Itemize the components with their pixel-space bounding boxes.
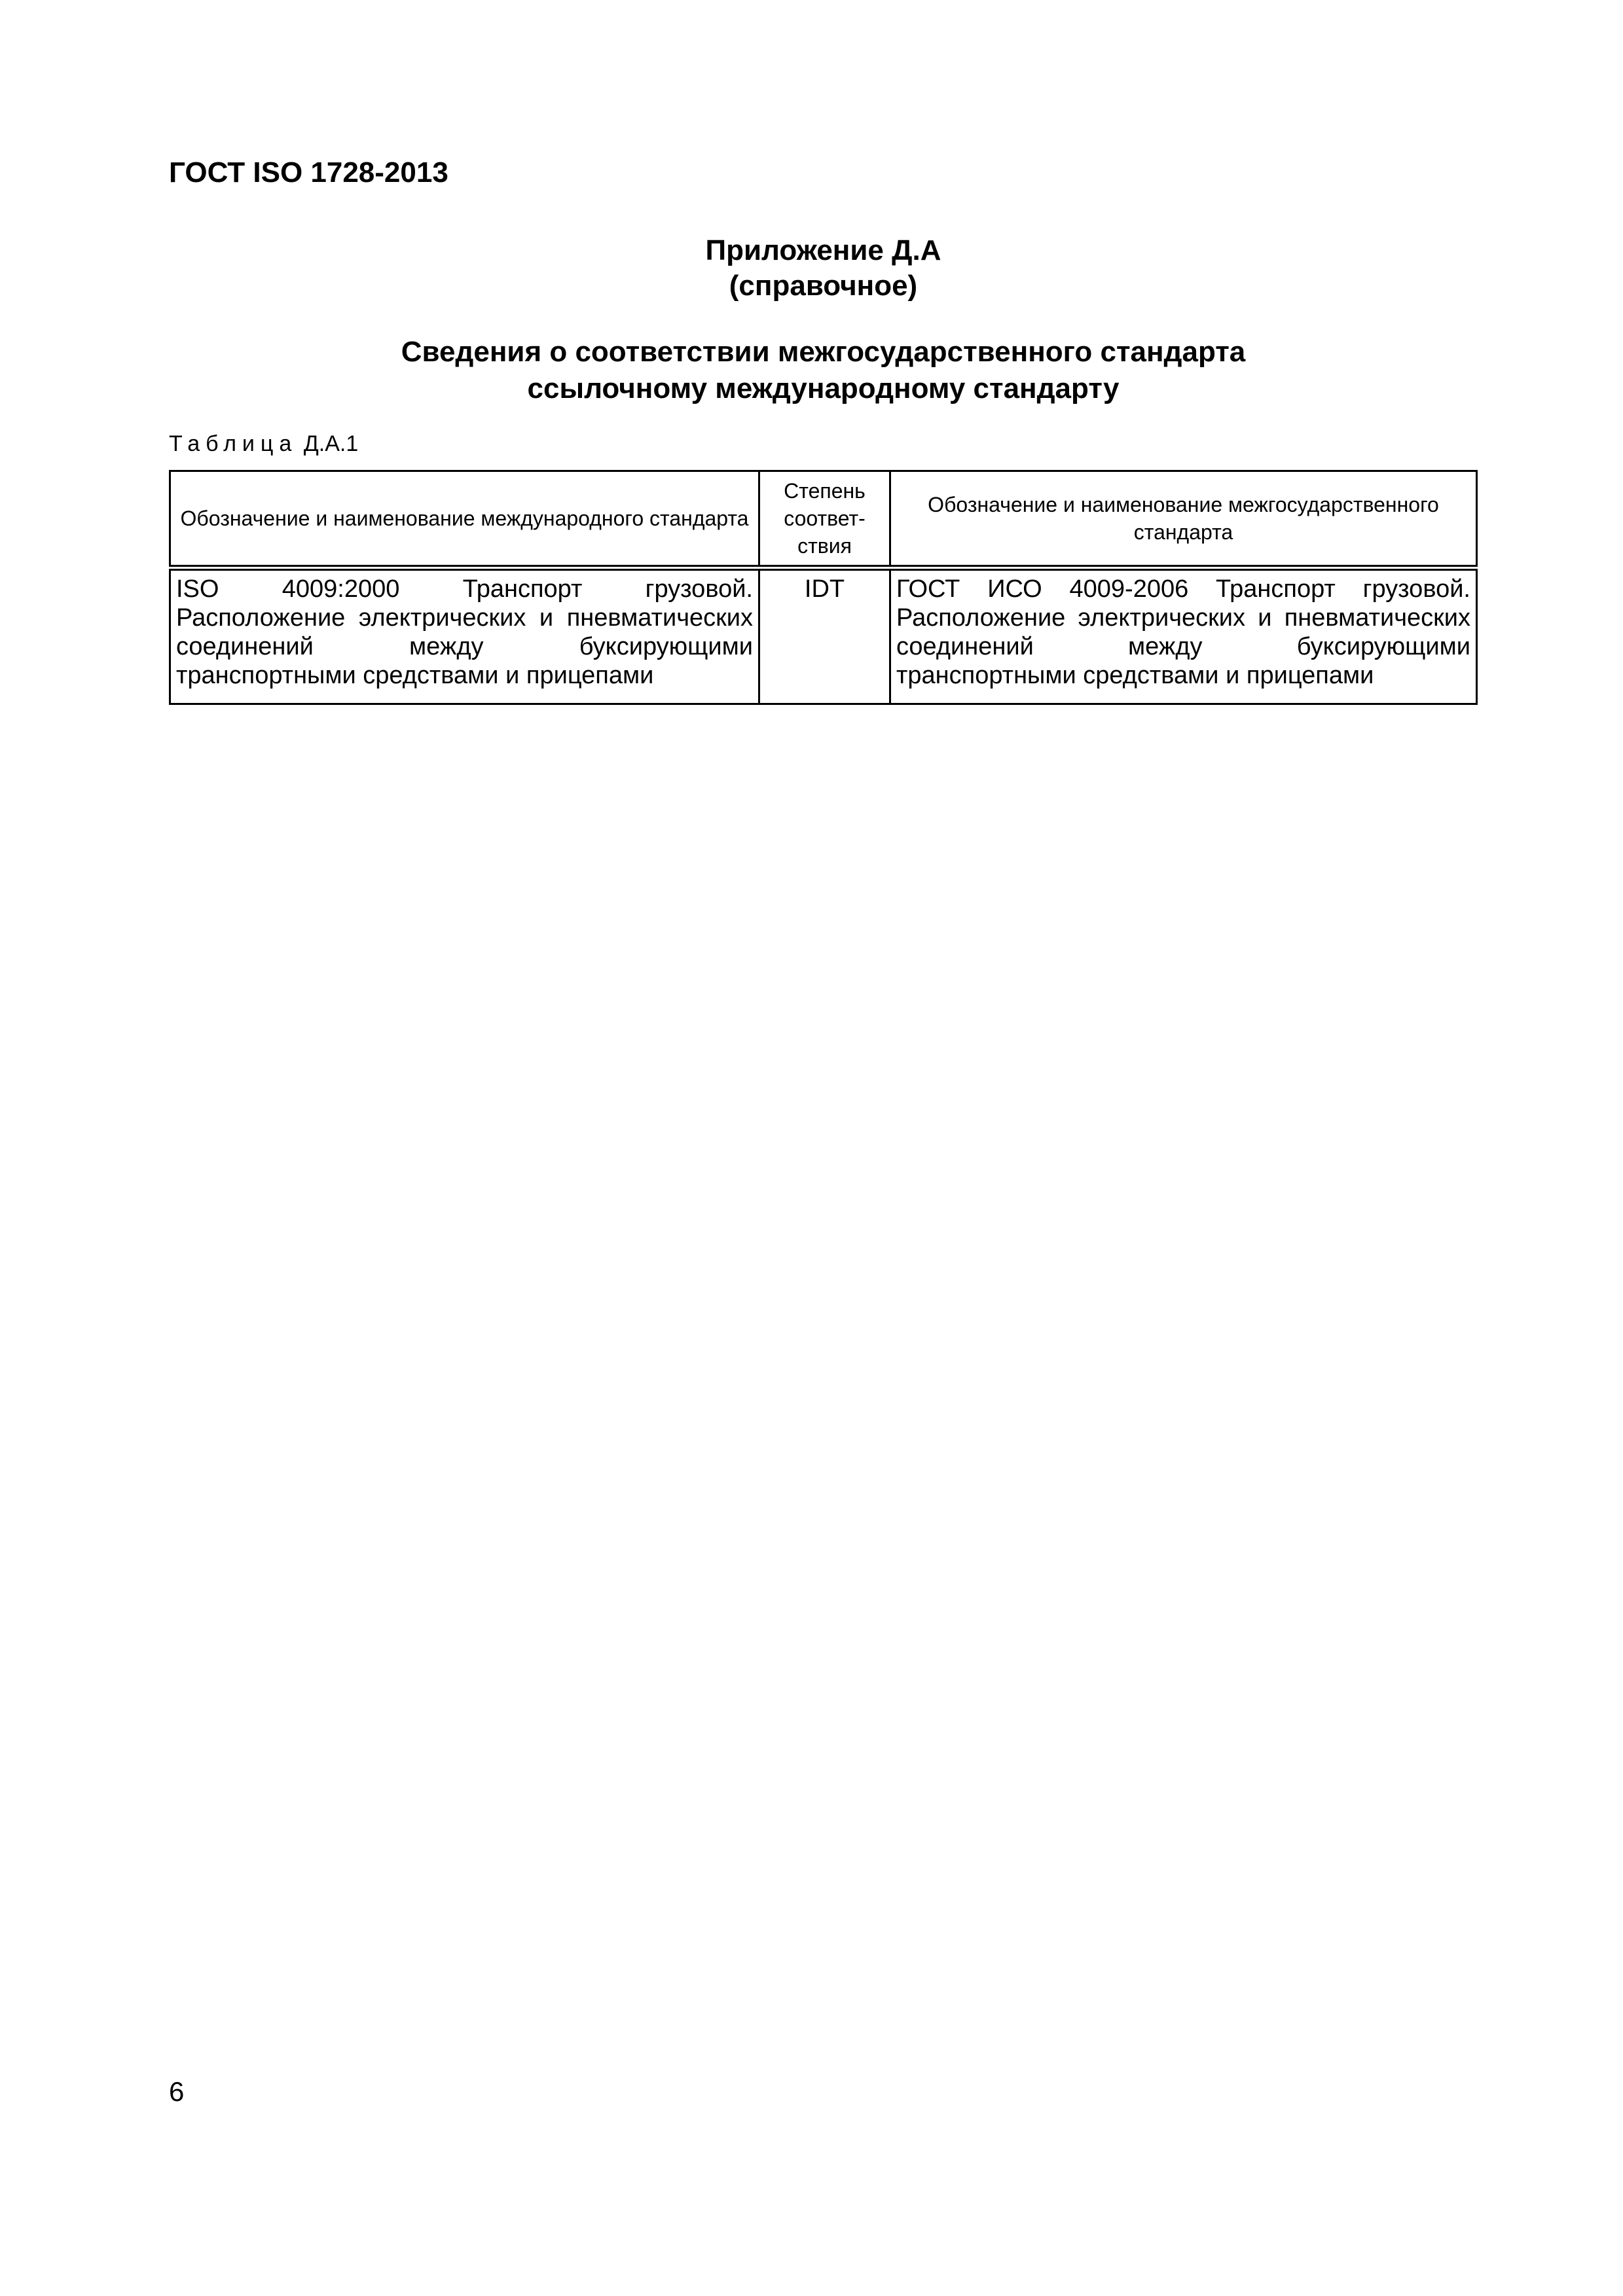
column-header-degree: Степень соответ-ствия [759, 471, 890, 568]
correspondence-table [169, 470, 1478, 705]
cell-interstate-standard: ГОСТ ИСО 4009-2006 Транспорт грузовой. Расположение электрических и пневматических соединений между буксирующими транспортными средствами и прицепами [890, 568, 1477, 704]
annex-type: (справочное) [729, 270, 918, 302]
document-code: ГОСТ ISO 1728-2013 [169, 156, 448, 188]
annex-heading-line-2: ссылочному международному стандарту [527, 372, 1120, 404]
annex-heading-line-1: Сведения о соответствии межгосударственного стандарта [401, 336, 1246, 368]
column-header-international: Обозначение и наименование международного стандарта [170, 471, 759, 568]
annex-header [0, 233, 1623, 304]
page-number: 6 [169, 2076, 185, 2107]
cell-degree: IDT [759, 568, 890, 704]
table-row [170, 568, 1477, 704]
cell-international-standard: ISO 4009:2000 Транспорт грузовой. Расположение электрических и пневматических соединений между буксирующими транспортными средствами и прицепами [170, 568, 759, 704]
column-header-interstate: Обозначение и наименование межгосударственного стандарта [890, 471, 1477, 568]
table-caption-word: Таблица [169, 431, 298, 456]
annex-title: Приложение Д.А [705, 234, 941, 266]
table-caption-number: Д.А.1 [303, 431, 359, 456]
table-caption [169, 429, 358, 458]
table-header-row [170, 471, 1477, 568]
annex-heading [0, 334, 1623, 407]
